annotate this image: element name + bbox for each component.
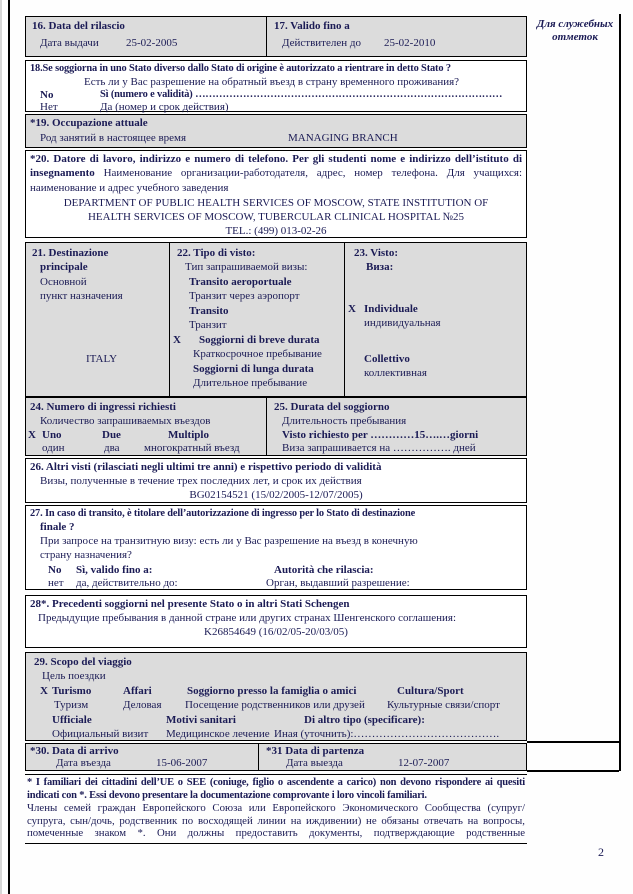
field22-option4-it: Soggiorni di lunga durata	[193, 363, 314, 375]
field25-request-ru: Виза запрашивается на ……………. дней	[282, 442, 476, 454]
field31-label-ru: Дата выезда	[286, 757, 343, 769]
field17-label-ru: Действителен до	[282, 37, 361, 49]
field-16-17-row	[25, 16, 527, 57]
field19-value: MANAGING BRANCH	[288, 132, 398, 144]
margin-cell-divider	[527, 741, 619, 743]
field30-label-ru: Дата въезда	[56, 757, 111, 769]
field16-label-it: 16. Data del rilascio	[32, 20, 125, 32]
field29-sanitari-it: Motivi sanitari	[166, 714, 236, 726]
field24-option1-ru: один	[42, 442, 65, 454]
field21-value: ITALY	[86, 353, 118, 365]
field-28-row	[25, 595, 527, 648]
field-22-23-divider	[344, 243, 345, 396]
field-26-row	[25, 458, 527, 503]
field29-affari-ru: Деловая	[123, 699, 162, 711]
field29-label-it: 29. Scopo del viaggio	[34, 656, 132, 668]
field-29-row	[25, 652, 527, 741]
field-21-22-divider	[169, 243, 170, 396]
field22-option1-ru: Транзит через аэропорт	[189, 290, 300, 302]
field20-value-line3: TEL.: (499) 013-02-26	[225, 225, 327, 237]
field23-option1-checkbox: X	[348, 303, 356, 315]
field21-label-ru-2: пункт назначения	[40, 290, 123, 302]
field21-label-ru-1: Основной	[40, 276, 87, 288]
margin-cell-bottom	[527, 770, 619, 772]
field18-label-it: 18.Se soggiorna in uno Stato diverso dallo Stato di origine è autorizzato a rientrare in detto Stato ?	[30, 63, 451, 74]
footnote-block	[25, 774, 527, 844]
field18-no-it: No	[40, 89, 54, 101]
field30-label-it: *30. Data di arrivo	[30, 745, 119, 757]
page-number: 2	[598, 845, 604, 859]
footnote-it: * I familiari dei cittadini dell’UE o SEE (coniuge, figlio o ascendente a carico) non devono rispondere ai quesiti indicati con *. Essi devono presentare la documentazione comprovante i loro vincoli familiari.	[27, 777, 525, 801]
field27-label-ru-2: страну назначения?	[40, 549, 132, 561]
field29-altro-ru: Иная (уточнить):………………………………….	[274, 728, 500, 740]
field29-sanitari-ru: Медицинское лечение	[166, 728, 270, 740]
field22-option1-it: Transito aeroportuale	[189, 276, 292, 288]
field30-value: 15-06-2007	[156, 757, 208, 769]
field21-label-it-1: 21. Destinazione	[32, 247, 109, 259]
field-30-31-row	[25, 743, 527, 771]
field-19-row	[25, 114, 527, 148]
field20-label-it: *20. Datore di lavoro, indirizzo e numero di telefono. Per gli studenti nome e indirizzo dell’istituto di insegnamento	[30, 153, 522, 180]
field22-option4-ru: Длительное пребывание	[193, 377, 308, 389]
field27-label-it-1: 27. In caso di transito, è titolare dell’autorizzazione di ingresso per lo Stato di destinazione	[30, 508, 416, 519]
service-notes-label: Для служебных отметок	[536, 18, 614, 43]
footnote-ru: Члены семей граждан Европейского Союза или Европейского Экономического Сообщества (супруг/супруга, сын/дочь, родственник по восходящей линии на иждивении) не обязаны отвечать на вопросы, помеченные знаком *. Они должны предоставить документы, подтверждающие родственные	[27, 802, 525, 840]
field29-cultura-ru: Культурные связи/спорт	[387, 699, 500, 711]
field-16-17-divider	[266, 17, 267, 56]
field-21-22-23-row	[25, 242, 527, 397]
field28-label-it: 28*. Precedenti soggiorni nel presente Stato o in altri Stati Schengen	[30, 598, 350, 610]
field18-yes-it: Sì (numero e validità) ………………………………………………………………………………	[100, 89, 503, 100]
field-20-row	[25, 150, 527, 238]
field19-label-it: *19. Occupazione attuale	[30, 117, 148, 129]
field26-label-it: 26. Altri visti (rilasciati negli ultimi tre anni) e rispettivo periodo di validità	[30, 461, 382, 473]
field29-turismo-ru: Туризм	[54, 699, 89, 711]
field27-auth-it: Autorità che rilascia:	[274, 564, 374, 576]
field17-label-it: 17. Valido fino a	[274, 20, 350, 32]
page-right-border	[619, 14, 621, 771]
field26-label-ru: Визы, полученные в течение трех последних лет, и срок их действия	[40, 475, 362, 487]
field22-option3-ru: Краткосрочное пребывание	[193, 348, 322, 360]
field25-label-ru: Длительность пребывания	[282, 415, 407, 427]
field23-option1-it: Individuale	[364, 303, 418, 315]
field19-label-ru: Род занятий в настоящее время	[40, 132, 187, 144]
field25-label-it: 25. Durata del soggiorno	[274, 401, 390, 413]
field23-option2-ru: коллективная	[364, 367, 427, 379]
field24-option2-it: Due	[102, 429, 121, 441]
field29-ufficiale-it: Ufficiale	[52, 714, 92, 726]
field31-label-it: *31 Data di partenza	[266, 745, 365, 757]
field22-option2-ru: Транзит	[189, 319, 227, 331]
field22-option2-it: Transito	[189, 305, 229, 317]
field23-option2-it: Collettivo	[364, 353, 410, 365]
field29-affari-it: Affari	[123, 685, 152, 697]
field25-request-it: Visto richiesto per …………15….…giorni	[282, 429, 479, 441]
field20-label	[30, 152, 522, 195]
field18-no-ru: Нет	[40, 101, 58, 113]
field23-option1-ru: индивидуальная	[364, 317, 441, 329]
field27-auth-ru: Орган, выдавший разрешение:	[266, 577, 410, 589]
field29-cultura-it: Cultura/Sport	[397, 685, 464, 697]
field29-famiglia-ru: Посещение родственников или друзей	[185, 699, 365, 711]
field28-value: K26854649 (16/02/05-20/03/05)	[204, 626, 348, 638]
field-24-25-row	[25, 397, 527, 456]
field24-option3-ru: многократный въезд	[144, 442, 240, 454]
field16-label-ru: Дата выдачи	[40, 37, 99, 49]
field20-label-ru: Наименование организации-работодателя, адрес, номер телефона. Для учащихся: наименование и адрес учебного заведения	[30, 167, 522, 194]
field22-option3-checkbox: X	[173, 334, 181, 346]
field24-option2-ru: два	[104, 442, 120, 454]
field22-option3-it: Soggiorni di breve durata	[199, 334, 320, 346]
field-27-row	[25, 505, 527, 590]
field24-label-it: 24. Numero di ingressi richiesti	[30, 401, 176, 413]
field31-value: 12-07-2007	[398, 757, 450, 769]
field29-famiglia-it: Soggiorno presso la famiglia o amici	[187, 685, 357, 697]
field29-turismo-it: Turismo	[52, 685, 92, 697]
field27-yes-ru: да, действительно до:	[76, 577, 178, 589]
field22-label-ru: Тип запрашиваемой визы:	[185, 261, 308, 273]
field-24-25-divider	[266, 398, 267, 455]
field16-value: 25-02-2005	[126, 37, 178, 49]
field22-label-it: 22. Tipo di visto:	[177, 247, 256, 259]
field27-label-it-2: finale ?	[40, 521, 75, 533]
field27-label-ru-1: При запросе на транзитную визу: есть ли у Вас разрешение на въезд в конечную	[40, 535, 418, 547]
field-30-31-divider	[258, 744, 259, 770]
field18-yes-ru: Да (номер и срок действия)	[100, 101, 229, 113]
field26-value: BG02154521 (15/02/2005-12/07/2005)	[189, 489, 363, 501]
field23-label-it: 23. Visto:	[354, 247, 398, 259]
field-18-row	[25, 60, 527, 112]
field29-turismo-checkbox: X	[40, 685, 48, 697]
field24-option1-it: Uno	[42, 429, 62, 441]
field24-option3-it: Multiplo	[168, 429, 209, 441]
field29-altro-it: Di altro tipo (specificare):	[304, 714, 425, 726]
field29-ufficiale-ru: Официальный визит	[52, 728, 149, 740]
field27-no-ru: нет	[48, 577, 64, 589]
scan-edge	[0, 0, 2, 894]
field18-label-ru: Есть ли у Вас разрешение на обратный въезд в страну временного проживания?	[84, 76, 460, 88]
field21-label-it-2: principale	[40, 261, 88, 273]
field24-option1-checkbox: X	[28, 429, 36, 441]
field20-value-line2: HEALTH SERVICES OF MOSCOW, TUBERCULAR CLINICAL HOSPITAL №25	[87, 211, 465, 223]
field17-value: 25-02-2010	[384, 37, 436, 49]
field24-label-ru: Количество запрашиваемых въездов	[40, 415, 211, 427]
field20-value-line1: DEPARTMENT OF PUBLIC HEALTH SERVICES OF MOSCOW, STATE INSTITUTION OF	[63, 197, 489, 209]
field27-yes-it: Sì, valido fino a:	[76, 564, 153, 576]
page-left-border	[8, 0, 10, 894]
field28-label-ru: Предыдущие пребывания в данной стране или других странах Шенгенского соглашения:	[38, 612, 457, 624]
field27-no-it: No	[48, 564, 62, 576]
field23-label-ru: Виза:	[366, 261, 394, 273]
field29-label-ru: Цель поездки	[42, 670, 106, 682]
